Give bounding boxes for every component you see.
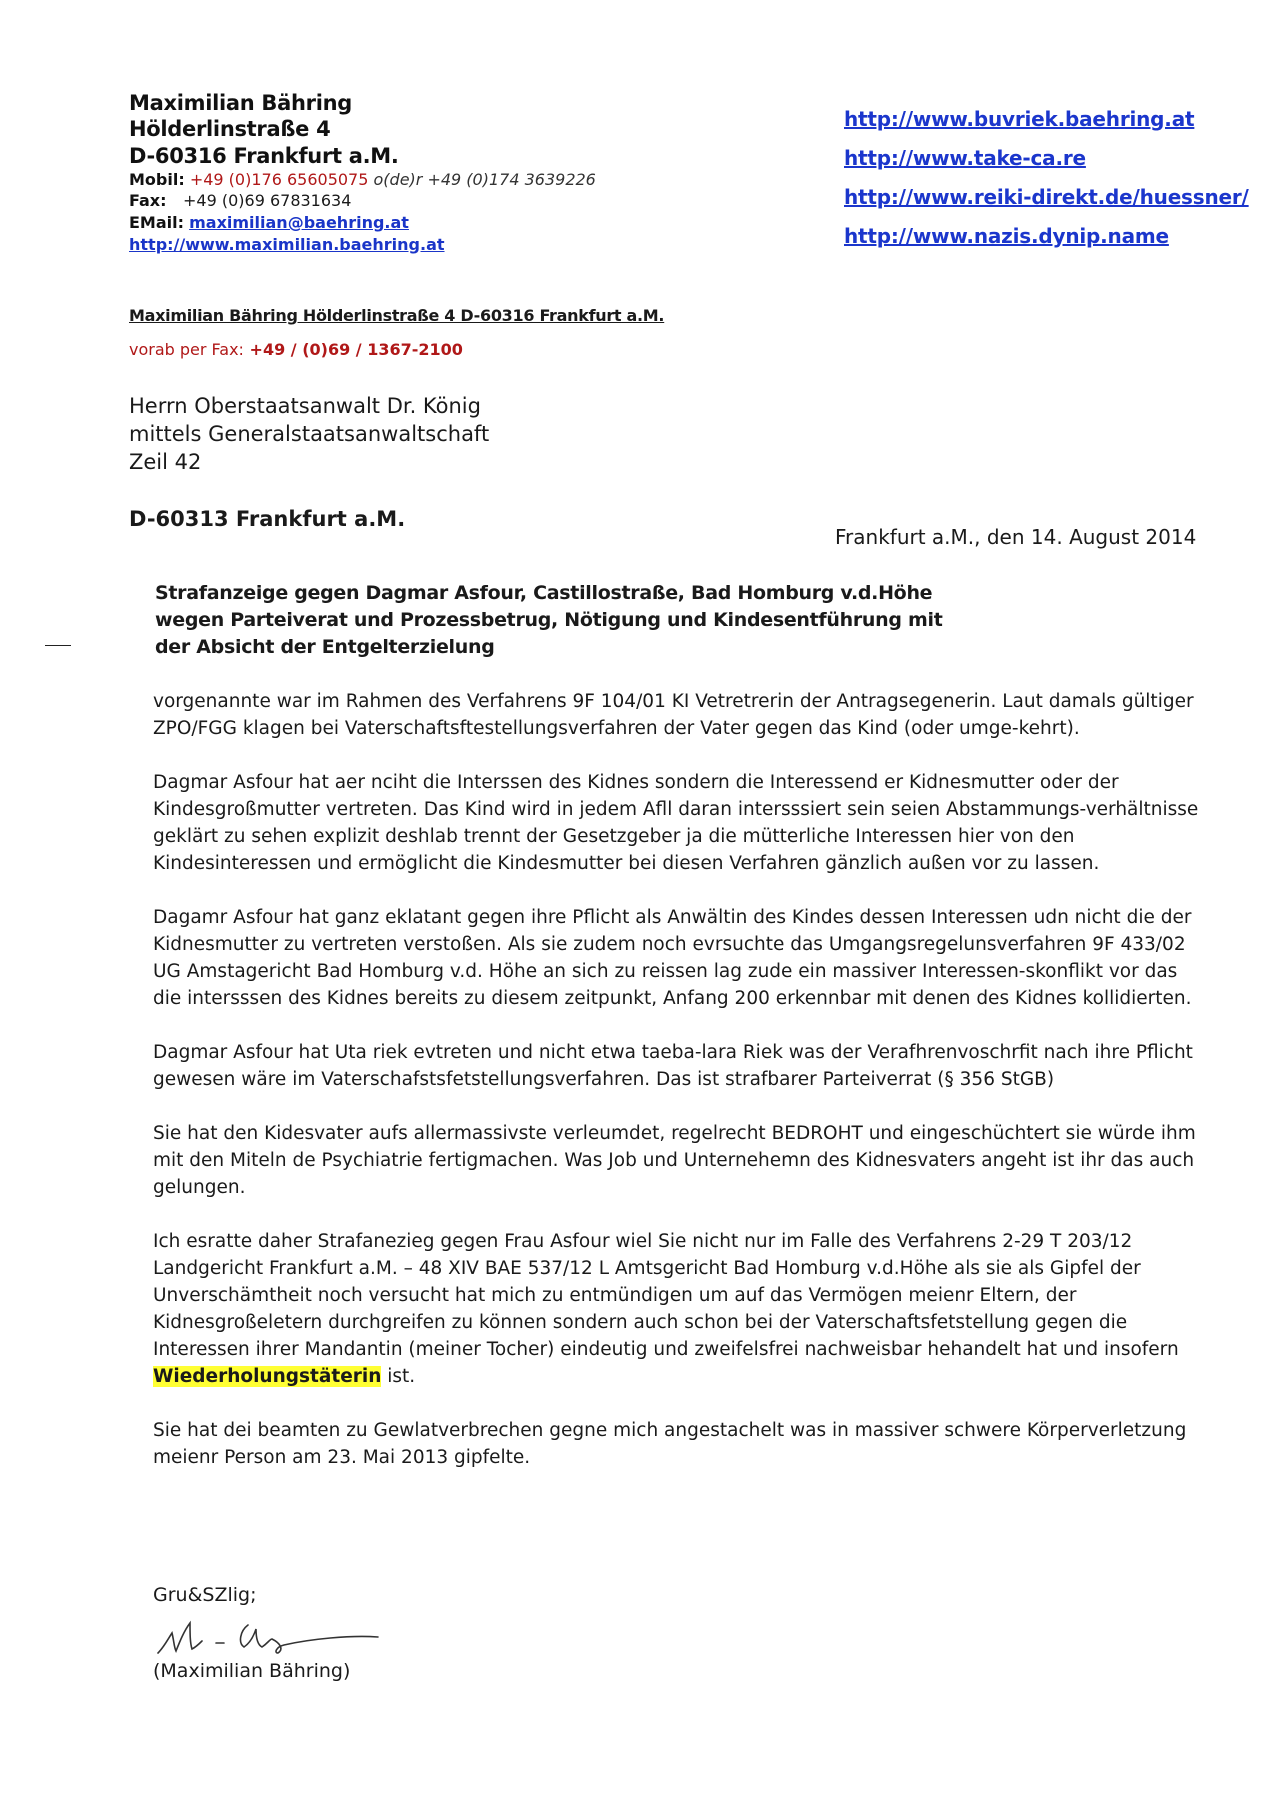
subject-line-1: Strafanzeige gegen Dagmar Asfour, Castillostraße, Bad Homburg v.d.Höhe [155,582,933,604]
email-link[interactable]: maximilian@baehring.at [189,212,409,232]
highlighted-term: Wiederholungstäterin [153,1366,382,1387]
fax-note [129,340,463,359]
recipient-city: D-60313 Frankfurt a.M. [129,507,406,531]
link-buvriek[interactable]: http://www.buvriek.baehring.at [844,107,1195,131]
sender-email [129,212,596,234]
letter-body [153,688,1203,1498]
subject-block [155,580,942,661]
recipient-line-1: Herrn Oberstaatsanwalt Dr. König [129,394,481,418]
subject-line-2: wegen Parteiverat und Prozessbetrug, Nötigung und Kindesentführung mit [155,609,943,631]
link-row-1 [844,100,1249,139]
letter-date: Frankfurt a.M., den 14. August 2014 [835,525,1197,549]
fold-mark [45,645,71,646]
paragraph-5: Sie hat den Kidesvater aufs allermassivste verleumdet, regelrecht BEDROHT und eingeschüchtert sie würde ihm mit den Miteln de Psychiatrie fertigmachen. Was Job und Unternehemn des Kidnesvaters angeht ist ihr das auch gelungen. [153,1123,1196,1198]
handwritten-signature [150,1613,390,1665]
email-label: EMail: [129,212,185,232]
closing-greeting: Gru&SZlig; [153,1584,257,1606]
sender-mobile [129,169,596,191]
website-link[interactable]: http://www.maximilian.baehring.at [129,234,445,254]
mobile-or: o(de)r [373,169,423,189]
mobile-number: +49 (0)176 65605075 [189,169,369,189]
link-row-2 [844,139,1249,178]
sender-street: Hölderlinstraße 4 [129,117,331,142]
sender-name: Maximilian Bähring [129,91,352,115]
link-reiki[interactable]: http://www.reiki-direkt.de/huessner/ [844,185,1249,209]
external-links [844,100,1249,256]
paragraph-6 [153,1228,1203,1390]
sender-block [129,90,596,255]
paragraph-6-text: Ich esratte daher Strafanezieg gegen Frau Asfour wiel Sie nicht nur im Falle des Verfahrens 2-29 T 203/12 Landgericht Frankfurt a.M. – 48 XIV BAE 537/12 L Amtsgericht Bad Homburg v.d.Höhe als sie als Gipfel der Unverschämtheit noch versucht hat mich zu entmündigen um auf das Vermögen meienr Eltern, der Kidnesgroßeletern durchgreifen zu können sondern auch schon bei der Vaterschaftsfetstellung gegen die Interessen ihrer Mandantin (meiner Tocher) eindeutig und zweifelsfrei nachweisbar hehandelt hat und insofern [153,1231,1179,1360]
link-take-care[interactable]: http://www.take-ca.re [844,146,1086,170]
paragraph-6-end: ist. [381,1366,416,1387]
link-nazis[interactable]: http://www.nazis.dynip.name [844,224,1169,248]
fax-note-label: vorab per Fax: [129,340,244,359]
sender-city: D-60316 Frankfurt a.M. [129,143,399,168]
paragraph-1: vorgenannte war im Rahmen des Verfahrens 9F 104/01 KI Vetretrerin der Antragsegenerin. Laut damals gültiger ZPO/FGG klagen bei Vaterschaftsftestellungsverfahren der Vater gegen das Kind (oder umge-kehrt). [153,691,1194,739]
link-row-3 [844,178,1249,217]
sender-website [129,234,596,256]
return-address: Maximilian Bähring Hölderlinstraße 4 D-60316 Frankfurt a.M. [129,306,665,325]
mobile-number-2: +49 (0)174 3639226 [427,169,596,189]
signature-name: (Maximilian Bähring) [153,1660,351,1682]
recipient-line-3: Zeil 42 [129,450,202,474]
paragraph-3: Dagamr Asfour hat ganz eklatant gegen ihre Pflicht als Anwältin des Kindes dessen Interessen udn nicht die der Kidnesmutter zu vertreten verstoßen. Als sie zudem noch evrsuchte das Umgangsregelunsverfahren 9F 433/02 UG Amstagericht Bad Homburg v.d. Höhe an sich zu reissen lag zude ein massiver Interessen-skonflikt vor das die intersssen des Kidnes bereits zu diesem zeitpunkt, Anfang 200 erkennbar mit denen des Kidnes kollidierten. [153,907,1192,1009]
recipient-line-2: mittels Generalstaatsanwaltschaft [129,422,490,446]
fax-number: +49 (0)69 67831634 [183,191,352,211]
subject-line-3: der Absicht der Entgelterzielung [155,636,495,658]
mobile-label: Mobil: [129,169,185,189]
paragraph-4: Dagmar Asfour hat Uta riek evtreten und nicht etwa taeba-lara Riek was der Verafhrenvoschrfit nach ihre Pflicht gewesen wäre im Vaterschafstsfetstellungsverfahren. Das ist strafbarer Parteiverrat (§ 356 StGB) [153,1042,1193,1090]
sender-fax [129,190,596,212]
paragraph-7: Sie hat dei beamten zu Gewlatverbrechen gegne mich angestachelt was in massiver schwere Körperverletzung meienr Person am 23. Mai 2013 gipfelte. [153,1420,1187,1468]
paragraph-2: Dagmar Asfour hat aer nciht die Interssen des Kidnes sondern die Interessend er Kidnesmutter oder der Kindesgroßmutter vertreten. Das Kind wird in jedem Afll daran intersssiert sein seien Abstammungs-verhältnisse geklärt zu sehen explizit deshlab trennt der Gesetzgeber ja die mütterliche Interessen hier von den Kindesinteressen und ermöglicht die Kindesmutter bei diesen Verfahren gänzlich außen vor zu lassen. [153,772,1199,874]
recipient-block [129,392,489,476]
fax-note-number: +49 / (0)69 / 1367-2100 [249,340,463,359]
fax-label: Fax: [129,191,167,211]
link-row-4 [844,217,1249,256]
